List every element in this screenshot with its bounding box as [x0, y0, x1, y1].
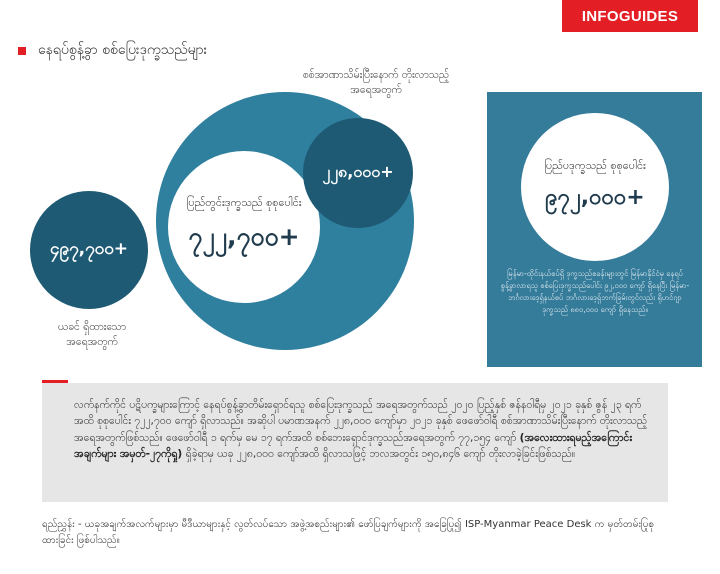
internal-total-value: ၇၂၂,၇၀၀+ [188, 221, 300, 251]
new-since-coup-circle [303, 118, 413, 228]
refugee-total-value: ၉၇၂,၀၀၀+ [545, 184, 645, 210]
page-title: နေရပ်စွန့်ခွာ စစ်ပြေးဒုက္ခသည်များ [38, 42, 208, 58]
internal-total-label: ပြည်တွင်းဒုက္ခသည် စုစုပေါင်း [186, 196, 302, 210]
page-title-row [18, 40, 207, 61]
new-since-coup-value: ၂၂၈,၀၀၀+ [322, 162, 394, 181]
existing-label: ယခင် ရှိထားသော အရေအတွက် [57, 321, 127, 349]
title-bullet-icon [18, 47, 26, 55]
refugee-note: မြန်မာ-ထိုင်းနယ်စပ်ရှိ ဒုက္ခသည်စခန်းများတွင် မြန်မာနိုင်ငံမှ နေရပ်စွန့်ခွာလာရသူ စစ်ပြေးဒုက္ခသည်ပေါင်း ၉၂,၀၀၀ ကျော် ရှိနေပြီး မြန်မာ-ဘင်္ဂလားဒေ့ရှ်နယ်စပ် ဘင်္ဂလားဒေ့ရှ်ဘက်ခြမ်းတွင်လည်း ရိုဟင်ဂျာဒုက္ခသည် ၈၈၀,၀၀၀ ကျော် ရှိနေသည်။ [500, 269, 690, 314]
summary-part1: လက်နက်ကိုင် ပဋိပက္ခများကြောင့် နေရပ်စွန့်ခွာတိမ်းရှောင်ရသူ စစ်ပြေးဒုက္ခသည် အရေအတွက်သည် ၂၀၂၀ ပြည့်နှစ် ဇန်နဝါရီမှ ၂၀၂၁ ခုနှစ် ဇွန် ၂၃ ရက်အထိ စုစုပေါင်း ၇၂၂,၇၀၀ ကျော် ရှိလာသည်။ အဆိုပါ ပမာဏအနက် ၂၂၈,၀၀၀ ကျော်မှာ ၂၀၂၁ ခုနှစ် ဖေဖော်ဝါရီ စစ်အာဏာသိမ်းပြီးနောက် တိုးလာသည့်အရေအတွက်ဖြစ်သည်။ ဖေဖော်ဝါရီ ၁ ရက်မှ မေ ၁၇ ရက်အထိ စစ်ဘေးရှောင်ဒုက္ခသည်အရေအတွက် ၇၇,၁၅၄ ကျော် [74, 399, 648, 444]
refugee-total-circle [521, 113, 669, 261]
source-note: ရည်ညွှန်း - ယခုအချက်အလက်များမှာ မီဒီယာများနှင့် လွတ်လပ်သော အဖွဲ့အစည်းများ၏ ဖော်ပြချက်များကို အခြေပြု၍ ISP-Myanmar Peace Desk က မှတ်တမ်းပြုစုထားခြင်း ဖြစ်ပါသည်။ [42, 519, 655, 546]
summary-reference[interactable]: (အလေးထားရမည့်အကြောင်း အချက်များ အမှတ်-၂၇ကိုရှု) [74, 431, 632, 460]
refugee-total-label: ပြည်ပဒုက္ခသည် စုစုပေါင်း [544, 159, 646, 173]
existing-circle [30, 191, 148, 309]
internal-total-circle [168, 151, 320, 303]
new-since-coup-label: စစ်အာဏာသိမ်းပြီးနောက် တိုးလာသည့်အရေအတွက် [302, 69, 450, 97]
brand-badge: INFOGUIDES [562, 0, 698, 32]
summary-part2: ရှိခဲ့ရာမှ ယခု ၂၂၈,၀၀၀ ကျော်အထိ ရှိလာသဖြင့် ဘလအတွင်း ၁၅၀,၈၄၆ ကျော် တိုးလာခဲ့ခြင်းဖြစ်သည်။ [182, 447, 576, 460]
existing-value: ၄၉၇,၇၀၀+ [49, 238, 129, 259]
summary-text [74, 397, 659, 462]
